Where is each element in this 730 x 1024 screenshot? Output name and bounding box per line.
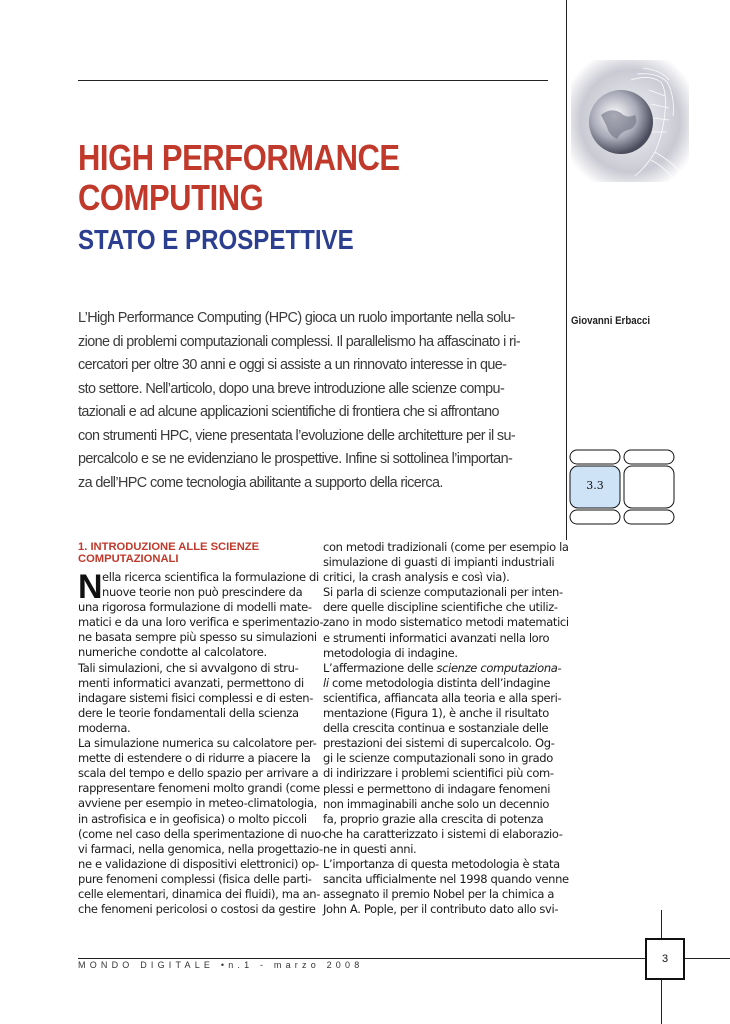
abstract-line: za dell’HPC come tecnologia abilitante a supporto della ricerca. (78, 474, 443, 491)
body-line: mentazione (Figura 1), è anche il risultato (323, 706, 549, 721)
body-line: matici e da una loro verifica e sperimentazio- (78, 615, 324, 630)
body-line: che fenomeni pericolosi o costosi da gestire (78, 902, 316, 917)
body-line: con metodi tradizionali (come per esempio la (323, 540, 569, 554)
body-line: John A. Pople, per il contributo dato allo svi- (323, 902, 559, 917)
body-line: assegnato il premio Nobel per la chimica a (323, 887, 555, 902)
body-line: pure fenomeni complessi (fisica delle parti- (78, 871, 312, 886)
body-line (323, 660, 562, 676)
body-line: ne basata sempre più spesso su simulazioni (78, 630, 317, 645)
body-column-left (78, 570, 325, 917)
article-title (78, 138, 491, 218)
abstract-line: zione di problemi computazionali complessi. Il parallelismo ha affascinato i ri- (78, 333, 521, 350)
body-line: Tali simulazioni, che si avvalgono di stru- (78, 660, 299, 675)
author-name: Giovanni Erbacci (571, 315, 651, 327)
hand-globe-illustration (571, 60, 689, 182)
body-line: prestazioni dei sistemi di supercalcolo. Og- (323, 736, 555, 751)
body-line: dere le teorie fondamentali della scienza (78, 705, 299, 720)
body-line: e strumenti informatici avanzati nella loro (323, 630, 550, 645)
footer-journal-info: MONDO DIGITALE •n.1 - marzo 2008 (78, 960, 364, 970)
body-line: che ha caratterizzato i sistemi di elaborazio- (323, 826, 563, 841)
emphasis-text: scienze computaziona- (436, 660, 562, 675)
body-line: nuove teorie non può prescindere da (102, 585, 303, 600)
body-line: simulazione di guasti di impianti industriali (323, 555, 555, 570)
abstract-line: sto settore. Nell’articolo, dopo una breve introduzione alle scienze compu- (78, 380, 505, 397)
body-line: zano in modo sistematico metodi matematici (323, 615, 569, 630)
body-line: menti informatici avanzati, permettono di (78, 675, 304, 690)
abstract-line: con strumenti HPC, viene presentata l’evoluzione delle architetture per il su- (78, 427, 516, 444)
right-margin-line (566, 0, 567, 540)
body-line: indagare sistemi fisici complessi e di esten- (78, 690, 313, 705)
body-line: rappresentare fenomeni molto grandi (come (78, 781, 320, 796)
body-line: critici, la crash analysis e così via). (323, 570, 510, 585)
abstract-line: L’High Performance Computing (HPC) gioca un ruolo importante nella solu- (78, 310, 515, 326)
page-number: 3 (661, 953, 669, 965)
abstract (78, 307, 548, 495)
body-line: metodologia di indagine. (323, 645, 458, 660)
body-line: di indirizzare i problemi scientifici più com- (323, 766, 554, 781)
body-line: numeriche condotte al calcolatore. (78, 645, 267, 660)
article-title-line-2: COMPUTING (78, 177, 264, 218)
body-line: mette di estendere o di ridurre a piacere la (78, 751, 311, 766)
body-line: fa, proprio grazie alla crescita di potenza (323, 811, 544, 826)
abstract-line: percalcolo e se ne evidenziano le prospettive. Infine si sottolinea l’importan- (78, 451, 513, 467)
body-line: non immaginabili anche solo un decennio (323, 796, 550, 811)
body-line: ne e validazione di dispositivi elettronici) op- (78, 856, 319, 871)
body-line: (come nel caso della sperimentazione di nuo- (78, 826, 325, 841)
abstract-line: tazionali e ad alcune applicazioni scientifiche di frontiera che si affrontano (78, 404, 499, 420)
emphasis-text: li (323, 675, 329, 690)
article-title-line-1: HIGH PERFORMANCE (78, 137, 400, 178)
body-line: ne in questi anni. (323, 841, 417, 856)
body-line: La simulazione numerica su calcolatore per- (78, 736, 317, 751)
abstract-line: cercatori per oltre 30 anni e oggi si assiste a un rinnovato interesse in que- (78, 357, 507, 373)
body-line: vi farmaci, nella genomica, nella progettazio- (78, 841, 323, 856)
body-line: celle elementari, dinamica dei fluidi), ma an- (78, 886, 321, 901)
body-column-right (323, 540, 569, 917)
body-text: come metodologia distinta dell’indagine (328, 675, 551, 690)
section-heading-line-2: COMPUTAZIONALI (78, 553, 179, 565)
page-number-box (645, 938, 685, 980)
body-line: Si parla di scienze computazionali per inten- (323, 585, 563, 600)
body-line: plessi e permettono di indagare fenomeni (323, 781, 551, 796)
body-line: ella ricerca scientifica la formulazione di (102, 570, 319, 584)
body-line: della crescita continua e sostanziale delle (323, 721, 549, 736)
body-line: dere quelle discipline scientifiche che utiliz- (323, 600, 558, 615)
body-line: una rigorosa formulazione di modelli mate- (78, 600, 312, 615)
body-line: moderna. (78, 720, 131, 735)
body-line (323, 676, 555, 691)
body-line: gi le scienze computazionali sono in grado (323, 751, 553, 766)
body-line: avviene per esempio in meteo-climatologia, (78, 796, 317, 811)
body-line: scientifica, affiancata alla teoria e alla speri- (323, 690, 562, 705)
diagram-label: 3.3 (586, 479, 604, 492)
article-subtitle: STATO E PROSPETTIVE (78, 224, 354, 255)
body-line: sancita ufficialmente nel 1998 quando venne (323, 872, 569, 887)
header-rule (78, 80, 548, 81)
section-diagram (568, 448, 676, 528)
section-heading-line-1: 1. INTRODUZIONE ALLE SCIENZE (78, 541, 260, 553)
section-heading (78, 541, 310, 565)
footer-rule (78, 958, 730, 959)
body-line: L’importanza di questa metodologia è stata (323, 856, 560, 871)
drop-cap: N (78, 568, 103, 606)
body-line: in astrofisica e in geofisica) o molto piccoli (78, 811, 307, 826)
body-text: L’affermazione delle (323, 660, 434, 675)
body-line: scala del tempo e dello spazio per arrivare a (78, 766, 319, 781)
